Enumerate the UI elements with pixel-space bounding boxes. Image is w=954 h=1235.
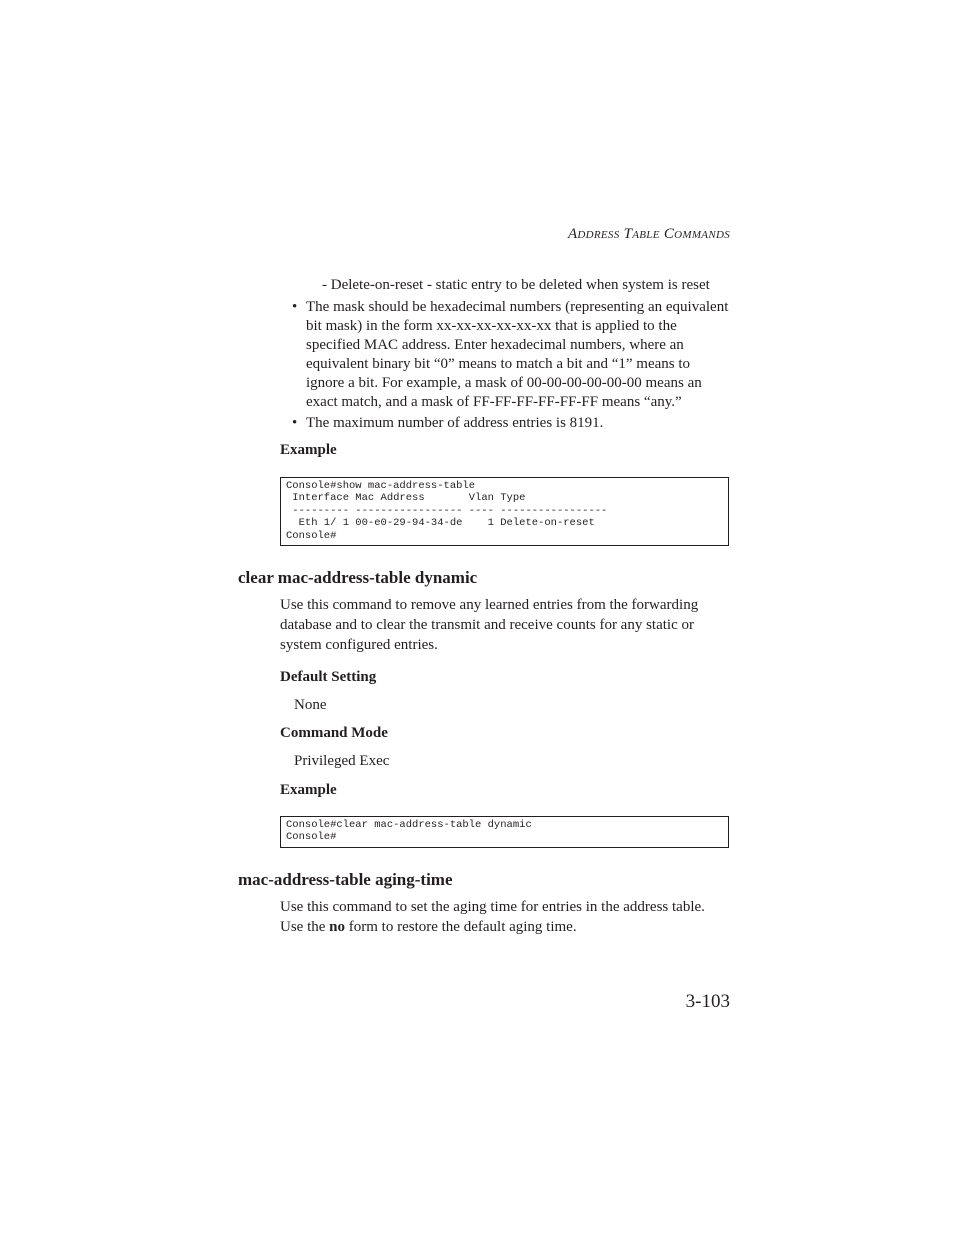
example-label: Example (280, 782, 337, 798)
code-line: Console#show mac-address-table (286, 480, 476, 492)
code-line: Console# (286, 529, 337, 542)
bullet-item-max-entries: • The maximum number of address entries is 8191. (306, 414, 730, 433)
keyword-no: no (329, 919, 345, 935)
bullet-item-mask: • The mask should be hexadecimal numbers (representing an equivalent bit mask) in the form xx-xx-xx-xx-xx-xx that is applied to the specified MAC address. Enter hexadecimal numbers, where an equivalent binary bit “0” means to match a bit and “1” means to ignore a bit. For example, a mask of 00-00-00-00-00-00 means an exact match, and a mask of FF-FF-FF-FF-FF-FF means “any.” (306, 298, 730, 412)
default-setting-label: Default Setting (280, 669, 377, 685)
page-number: 3-103 (685, 991, 730, 1012)
code-line: Interface Mac Address Vlan Type (286, 492, 526, 505)
example-label: Example (280, 442, 337, 458)
code-line: Eth 1/ 1 00-e0-29-94-34-de 1 Delete-on-reset (286, 517, 595, 530)
section-heading-aging-time: mac-address-table aging-time (238, 870, 453, 889)
section-heading-clear-dynamic: clear mac-address-table dynamic (238, 568, 478, 587)
code-line: Console# (286, 831, 337, 844)
code-example-clear-dynamic (280, 816, 729, 848)
code-line: Console#clear mac-address-table dynamic (286, 819, 532, 831)
section-description: Use this command to set the aging time for entries in the address table. Use the no form to restore the default aging time. (280, 899, 705, 935)
default-setting-value: None (294, 697, 327, 713)
command-mode-label: Command Mode (280, 725, 388, 741)
code-line: --------- ----------------- ---- ----------------- (286, 504, 608, 517)
running-head: ADDRESS TABLE COMMANDS (567, 226, 730, 242)
section-description: Use this command to remove any learned entries from the forwarding database and to clear the transmit and receive counts for any static or system configured entries. (280, 597, 699, 653)
code-example-show-table (280, 477, 729, 546)
dash-list-item: - Delete-on-reset - static entry to be deleted when system is reset (322, 277, 710, 293)
command-mode-value: Privileged Exec (294, 753, 390, 769)
